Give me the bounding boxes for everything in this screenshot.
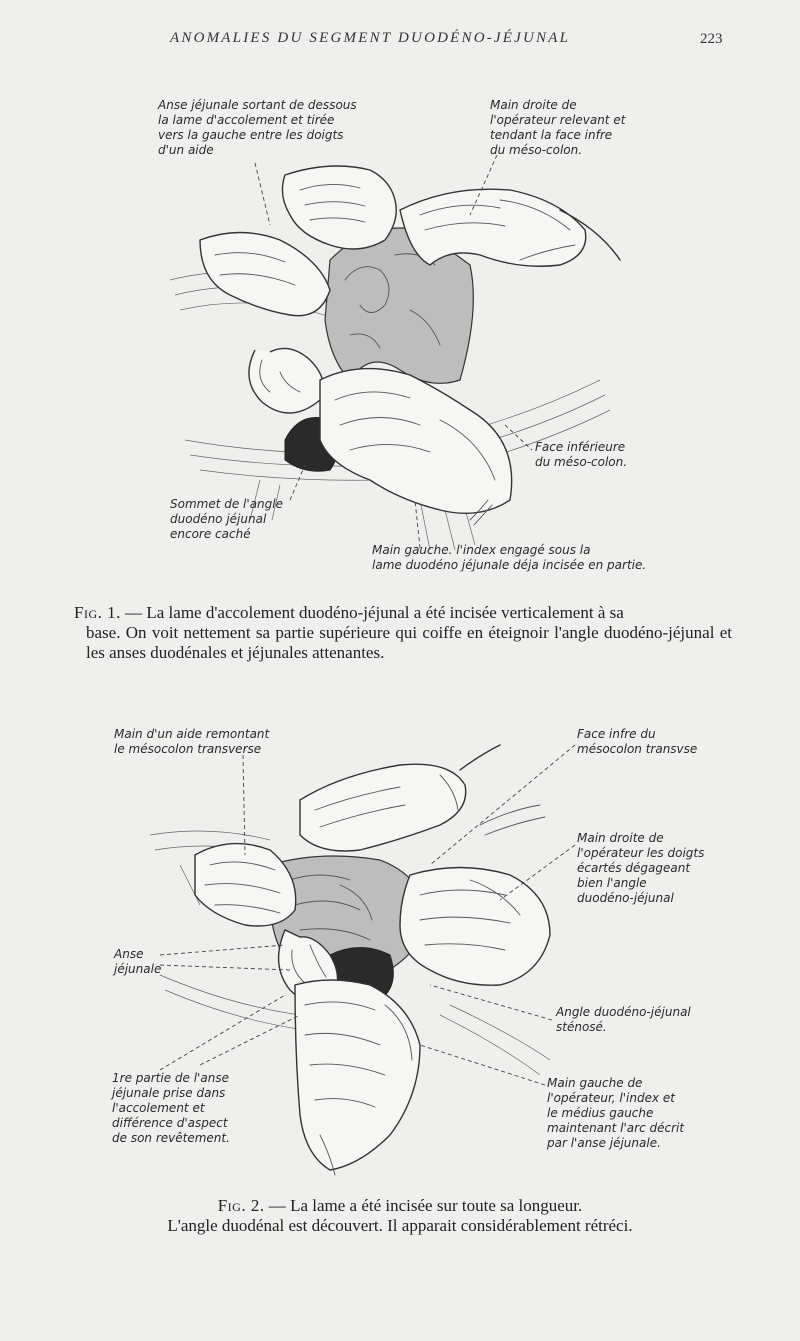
caption-2-line2: L'angle duodénal est découvert. Il apparait considérablement rétréci. xyxy=(167,1216,633,1235)
caption-1-figno: Fig. 1. xyxy=(74,603,121,622)
figure-1-illustration xyxy=(0,80,800,595)
label-face-infre: Face infre du mésocolon transvse xyxy=(577,727,698,756)
label-sommet-angle: Sommet de l'angle duodéno jéjunal encore caché xyxy=(170,497,283,541)
label-main-gauche-2: Main gauche de l'opérateur, l'index et le médius gauche maintenant l'arc décrit par l'anse jéjunale. xyxy=(547,1076,685,1150)
caption-2-figno: Fig. 2. xyxy=(217,1196,265,1215)
page-number: 223 xyxy=(700,31,723,47)
label-anse-jejunale-2: Anse jéjunale xyxy=(114,947,162,976)
label-main-droite-2: Main droite de l'opérateur les doigts écartés dégageant bien l'angle duodéno-jéjunal xyxy=(577,831,705,905)
label-main-gauche: Main gauche. l'index engagé sous la lame duodéno jéjunale déja incisée en partie. xyxy=(372,543,647,572)
running-header: ANOMALIES DU SEGMENT DUODÉNO-JÉJUNAL xyxy=(170,30,571,46)
figure-1-caption xyxy=(72,603,732,663)
caption-1-text-first: — La lame d'accolement duodéno-jéjunal a été incisée verticalement à sa xyxy=(120,603,624,622)
label-main-aide: Main d'un aide remontant le mésocolon transverse xyxy=(114,727,270,756)
label-premiere-partie: 1re partie de l'anse jéjunale prise dans l'accolement et différence d'aspect de son revêtement. xyxy=(112,1071,230,1145)
figure-2 xyxy=(0,715,800,1185)
caption-2-line1: — La lame a été incisée sur toute sa longueur. xyxy=(264,1196,583,1215)
figure-1 xyxy=(0,80,800,595)
caption-1-text-rest: base. On voit nettement sa partie supérieure qui coiffe en éteignoir l'angle duodéno-jéjunal et les anses duodénales et jéjunales attenantes. xyxy=(86,623,732,662)
label-main-droite: Main droite de l'opérateur relevant et tendant la face infre du méso-colon. xyxy=(490,98,626,157)
figure-2-caption xyxy=(100,1196,700,1236)
label-angle-stenose: Angle duodéno-jéjunal sténosé. xyxy=(556,1005,691,1034)
label-face-inferieure: Face inférieure du méso-colon. xyxy=(535,440,628,469)
label-anse-jejunale: Anse jéjunale sortant de dessous la lame d'accolement et tirée vers la gauche entre les doigts d'un aide xyxy=(158,98,357,157)
